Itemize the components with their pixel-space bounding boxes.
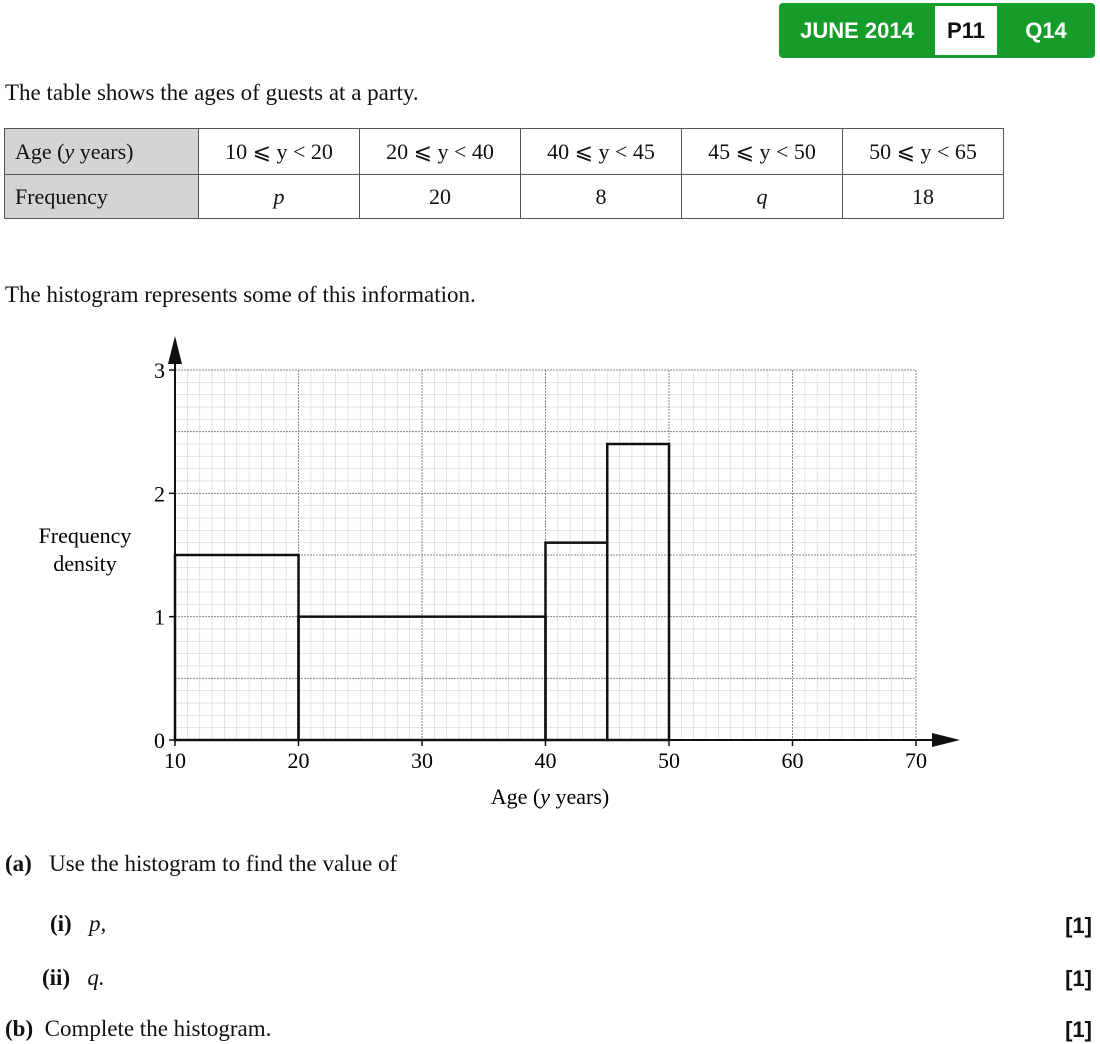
x-axis-label: Age (y years): [490, 784, 610, 809]
x-tick-label: 10: [164, 748, 186, 773]
question-a-ii: (ii) q.: [42, 965, 105, 990]
y-axis-label-line2: density: [53, 551, 117, 576]
x-tick-label: 40: [534, 748, 557, 773]
histogram-chart: [0, 330, 1000, 830]
x-tick-label: 20: [287, 748, 310, 773]
interval-cell: 50 ⩽ y < 65: [843, 129, 1004, 175]
y-tick-label: 3: [154, 358, 165, 383]
question-b: (b) Complete the histogram.: [5, 1016, 272, 1041]
frequency-cell: 8: [521, 175, 682, 219]
question-number: Q14: [1025, 17, 1067, 43]
intro-text: The table shows the ages of guests at a party.: [5, 80, 419, 105]
interval-cell: 10 ⩽ y < 20: [199, 129, 360, 175]
x-tick-label: 60: [781, 748, 804, 773]
y-axis-arrow-icon: [168, 336, 182, 364]
y-tick-label: 0: [154, 728, 165, 753]
x-tick-label: 30: [411, 748, 433, 773]
x-tick-label: 70: [905, 748, 927, 773]
question-badge: [779, 3, 1095, 58]
histogram-intro-text: The histogram represents some of this information.: [5, 282, 476, 307]
marks-b: [1]: [1065, 1017, 1092, 1042]
question-a-i: (i) p,: [50, 911, 107, 936]
interval-cell: 20 ⩽ y < 40: [360, 129, 521, 175]
x-tick-label: 50: [658, 748, 680, 773]
question-a: (a) Use the histogram to find the value of: [5, 851, 398, 876]
frequency-cell: 18: [843, 175, 1004, 219]
paper-label: P11: [935, 6, 997, 55]
x-axis-arrow-icon: [932, 733, 960, 747]
marks-a-ii: [1]: [1065, 966, 1092, 991]
tick-labels: [154, 358, 927, 773]
frequency-cell: 20: [360, 175, 521, 219]
y-tick-label: 1: [154, 604, 165, 630]
frequency-header-cell: Frequency: [5, 175, 199, 219]
frequency-cell: q: [682, 175, 843, 219]
interval-cell: 45 ⩽ y < 50: [682, 129, 843, 175]
frequency-table: [4, 128, 1004, 219]
y-tick-label: 2: [154, 481, 165, 507]
session-label: JUNE 2014: [800, 17, 914, 43]
y-axis-label-line1: Frequency: [38, 523, 132, 548]
table-row: [5, 175, 1004, 219]
interval-cell: 40 ⩽ y < 45: [521, 129, 682, 175]
table-row: [5, 129, 1004, 175]
frequency-cell: p: [199, 175, 360, 219]
age-header-cell: Age (y years): [5, 129, 199, 175]
marks-a-i: [1]: [1065, 913, 1092, 938]
